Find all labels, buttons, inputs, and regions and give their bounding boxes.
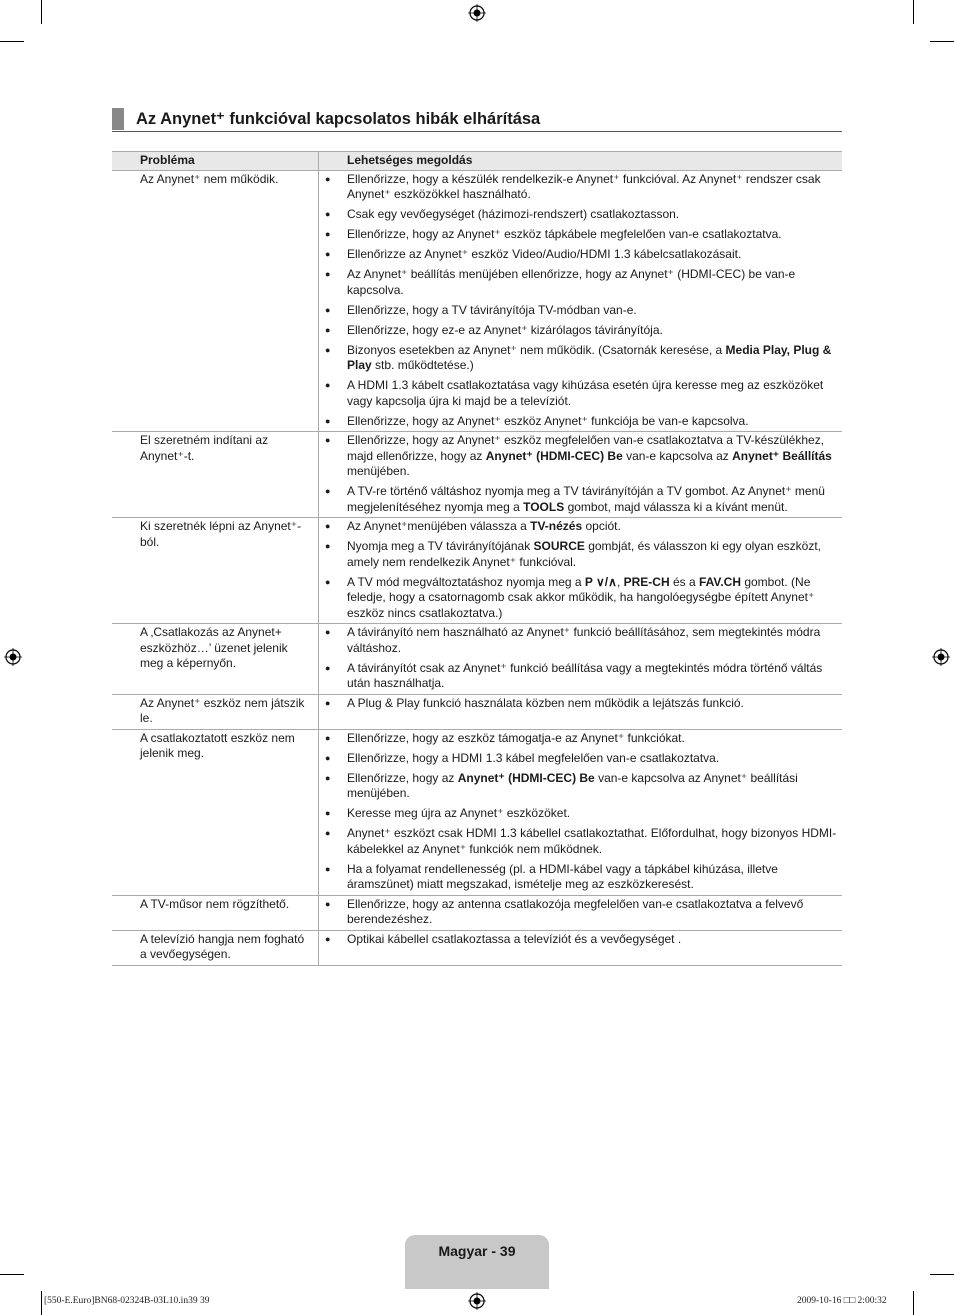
crop-mark xyxy=(930,41,954,42)
bullet-icon: ● xyxy=(325,521,331,531)
list-item xyxy=(319,731,838,747)
solution-text: Ellenőrizze, hogy ez-e az Anynet⁺ kizárólagos távirányítója. xyxy=(347,322,663,337)
solution-cell xyxy=(319,729,843,895)
solution-text: Ha a folyamat rendellenesség (pl. a HDMI-kábel vagy a tápkábel kihúzása, illetve áramszünet) miatt megszakad, ismételje meg az eszközkeresést. xyxy=(347,861,778,891)
solution-text: Ellenőrizze, hogy az Anynet⁺ eszköz Anynet⁺ funkciója be van-e kapcsolva. xyxy=(347,413,749,428)
list-item xyxy=(319,661,838,692)
registration-mark-icon xyxy=(468,1292,486,1310)
list-item xyxy=(319,696,838,712)
bullet-icon: ● xyxy=(325,898,331,909)
bullet-icon: ● xyxy=(325,697,331,708)
bullet-icon: ● xyxy=(325,828,331,838)
solution-text: A HDMI 1.3 kábelt csatlakoztatása vagy kihúzása esetén újra keresse meg az eszközöket vagy kapcsolja újra ki majd be a televíziót. xyxy=(347,378,824,408)
list-item xyxy=(319,519,838,535)
solution-text: Az Anynet⁺ beállítás menüjében ellenőrizze, hogy az Anynet⁺ (HDMI-CEC) be van-e kapcsolva. xyxy=(347,267,796,297)
troubleshooting-table xyxy=(112,151,842,966)
list-item xyxy=(319,172,838,203)
bullet-icon: ● xyxy=(325,863,331,874)
table-row xyxy=(112,729,842,895)
table-row xyxy=(112,518,842,624)
bullet-icon: ● xyxy=(325,229,331,239)
solution-list xyxy=(319,731,838,893)
header-solution: Lehetséges megoldás xyxy=(319,152,843,171)
solution-list xyxy=(319,519,838,621)
list-item xyxy=(319,575,838,622)
bullet-icon: ● xyxy=(325,415,331,426)
list-item xyxy=(319,247,838,263)
solution-cell xyxy=(319,694,843,729)
solution-list xyxy=(319,433,838,515)
solution-text: A TV mód megváltoztatáshoz nyomja meg a P ∨/∧, PRE-CH és a FAV.CH gombot. (Ne feledje, hogy a csatornagomb csak akkor működik, ha hangolóegységbe épített Anynet⁺ eszköz nincs csatlakoztatva.) xyxy=(347,574,815,620)
problem-cell: Az Anynet⁺ eszköz nem játszik le. xyxy=(112,694,319,729)
bullet-icon: ● xyxy=(325,933,331,944)
list-item xyxy=(319,433,838,480)
list-item xyxy=(319,378,838,409)
table-row xyxy=(112,170,842,432)
list-item xyxy=(319,539,838,570)
bullet-icon: ● xyxy=(325,304,331,315)
crop-mark xyxy=(913,1291,914,1315)
list-item xyxy=(319,771,838,802)
problem-cell: Az Anynet⁺ nem működik. xyxy=(112,170,319,432)
solution-list xyxy=(319,932,838,948)
solution-text: Csak egy vevőegységet (házimozi-rendszert) csatlakoztasson. xyxy=(347,207,680,221)
crop-mark xyxy=(913,0,914,24)
solution-text: Anynet⁺ eszközt csak HDMI 1.3 kábellel csatlakoztathat. Előfordulhat, hogy bizonyos HDMI-kábelekkel az Anynet⁺ funkciók nem működnek. xyxy=(347,826,837,856)
bullet-icon: ● xyxy=(325,732,331,743)
bullet-icon: ● xyxy=(325,209,331,219)
list-item xyxy=(319,343,838,374)
solution-text: Ellenőrizze, hogy az Anynet⁺ (HDMI-CEC) Be van-e kapcsolva az Anynet⁺ beállítási menüjében. xyxy=(347,770,798,800)
list-item xyxy=(319,625,838,656)
solution-text: Ellenőrizze, hogy a készülék rendelkezik-e Anynet⁺ funkcióval. Az Anynet⁺ rendszer csak Anynet⁺ eszközökkel használható. xyxy=(347,171,821,201)
problem-cell: El szeretném indítani az Anynet⁺-t. xyxy=(112,432,319,518)
list-item xyxy=(319,303,838,319)
solution-text: Ellenőrizze az Anynet⁺ eszköz Video/Audio/HDMI 1.3 kábelcsatlakozásait. xyxy=(347,247,742,261)
solution-text: A Plug & Play funkció használata közben nem működik a lejátszás funkció. xyxy=(347,695,744,710)
bullet-icon: ● xyxy=(325,752,331,763)
bullet-icon: ● xyxy=(325,627,331,637)
solution-list xyxy=(319,696,838,712)
solution-cell xyxy=(319,432,843,518)
list-item xyxy=(319,751,838,767)
table-row xyxy=(112,624,842,695)
heading-bar xyxy=(112,108,124,130)
bullet-icon: ● xyxy=(325,380,331,390)
list-item xyxy=(319,207,838,223)
solution-text: Ellenőrizze, hogy az Anynet⁺ eszköz megfelelően van-e csatlakoztatva a TV-készülékhez, majd ellenőrizze, hogy az Anynet⁺ (HDMI-CEC) Be van-e kapcsolva az Anynet⁺ Beállítás menüjében. xyxy=(347,433,832,478)
solution-text: Az Anynet⁺menüjében válassza a TV-nézés opciót. xyxy=(347,519,621,533)
problem-cell: A ‚Csatlakozás az Anynet+ eszközhöz…’ üzenet jelenik meg a képernyőn. xyxy=(112,624,319,695)
problem-cell: A csatlakoztatott eszköz nem jelenik meg. xyxy=(112,729,319,895)
list-item xyxy=(319,806,838,822)
crop-mark xyxy=(930,1274,954,1275)
list-item xyxy=(319,484,838,515)
solution-cell xyxy=(319,624,843,695)
solution-text: Ellenőrizze, hogy a TV távirányítója TV-módban van-e. xyxy=(347,302,637,317)
solution-text: Bizonyos esetekben az Anynet⁺ nem működik. (Csatornák keresése, a Media Play, Plug & Play stb. működtetése.) xyxy=(347,342,832,372)
registration-mark-icon xyxy=(468,4,486,22)
list-item xyxy=(319,862,838,893)
bullet-icon: ● xyxy=(325,344,331,355)
bullet-icon: ● xyxy=(325,541,331,551)
problem-cell: Ki szeretnék lépni az Anynet⁺-ból. xyxy=(112,518,319,624)
print-info-right: 2009-10-16 □□ 2:00:32 xyxy=(797,1296,887,1306)
solution-list xyxy=(319,625,838,692)
crop-mark xyxy=(41,0,42,24)
page-title: Az Anynet⁺ funkcióval kapcsolatos hibák elhárítása xyxy=(136,110,541,128)
table-header-row xyxy=(112,152,842,171)
page-number-tab xyxy=(405,1235,549,1289)
registration-mark-icon xyxy=(932,648,950,666)
bullet-icon: ● xyxy=(325,269,331,279)
page-number: Magyar - 39 xyxy=(438,1243,516,1259)
solution-text: Ellenőrizze, hogy a HDMI 1.3 kábel megfelelően van-e csatlakoztatva. xyxy=(347,750,720,765)
registration-mark-icon xyxy=(4,648,22,666)
solution-text: A távirányítót csak az Anynet⁺ funkció beállítása vagy a megtekintés módra történő váltás után használhatja. xyxy=(347,660,823,690)
list-item xyxy=(319,323,838,339)
solution-list xyxy=(319,897,838,928)
bullet-icon: ● xyxy=(325,324,331,335)
solution-text: Ellenőrizze, hogy az antenna csatlakozója megfelelően van-e csatlakoztatva a felvevő berendezéshez. xyxy=(347,896,804,926)
table-row xyxy=(112,694,842,729)
bullet-icon: ● xyxy=(325,808,331,818)
list-item xyxy=(319,897,838,928)
list-item xyxy=(319,267,838,298)
bullet-icon: ● xyxy=(325,249,331,259)
table-row xyxy=(112,895,842,930)
solution-cell xyxy=(319,930,843,965)
bullet-icon: ● xyxy=(325,576,331,587)
header-problem: Probléma xyxy=(112,152,319,171)
solution-text: Ellenőrizze, hogy az Anynet⁺ eszköz tápkábele megfelelően van-e csatlakoztatva. xyxy=(347,227,782,241)
section-heading xyxy=(112,107,842,132)
bullet-icon: ● xyxy=(325,435,331,445)
bullet-icon: ● xyxy=(325,173,331,184)
solution-cell xyxy=(319,895,843,930)
solution-text: Nyomja meg a TV távirányítójának SOURCE gombját, és válasszon ki egy olyan eszközt, amely nem rendelkezik Anynet⁺ funkcióval. xyxy=(347,539,821,569)
list-item xyxy=(319,932,838,948)
solution-cell xyxy=(319,518,843,624)
bullet-icon: ● xyxy=(325,486,331,496)
problem-cell: A TV-műsor nem rögzíthető. xyxy=(112,895,319,930)
crop-mark xyxy=(0,41,24,42)
solution-cell xyxy=(319,170,843,432)
solution-text: Ellenőrizze, hogy az eszköz támogatja-e az Anynet⁺ funkciókat. xyxy=(347,730,685,745)
list-item xyxy=(319,227,838,243)
solution-text: A TV-re történő váltáshoz nyomja meg a TV távirányítóján a TV gombot. Az Anynet⁺ menü megjelenítéséhez nyomja meg a TOOLS gombot, majd válassza ki a kívánt menüt. xyxy=(347,484,825,514)
crop-mark xyxy=(41,1291,42,1315)
list-item xyxy=(319,414,838,430)
table-row xyxy=(112,432,842,518)
bullet-icon: ● xyxy=(325,662,331,673)
table-row xyxy=(112,930,842,965)
solution-text: Keresse meg újra az Anynet⁺ eszközöket. xyxy=(347,806,571,820)
problem-cell: A televízió hangja nem fogható a vevőegységen. xyxy=(112,930,319,965)
print-info-left: [550-E.Euro]BN68-02324B-03L10.in39 39 xyxy=(44,1296,210,1306)
bullet-icon: ● xyxy=(325,772,331,783)
solution-text: Optikai kábellel csatlakoztassa a televíziót és a vevőegységet . xyxy=(347,931,682,946)
list-item xyxy=(319,826,838,857)
crop-mark xyxy=(0,1274,24,1275)
solution-list xyxy=(319,172,838,430)
table-body xyxy=(112,170,842,965)
solution-text: A távirányító nem használható az Anynet⁺ funkció beállításához, sem megtekintés módra váltáshoz. xyxy=(347,625,821,655)
